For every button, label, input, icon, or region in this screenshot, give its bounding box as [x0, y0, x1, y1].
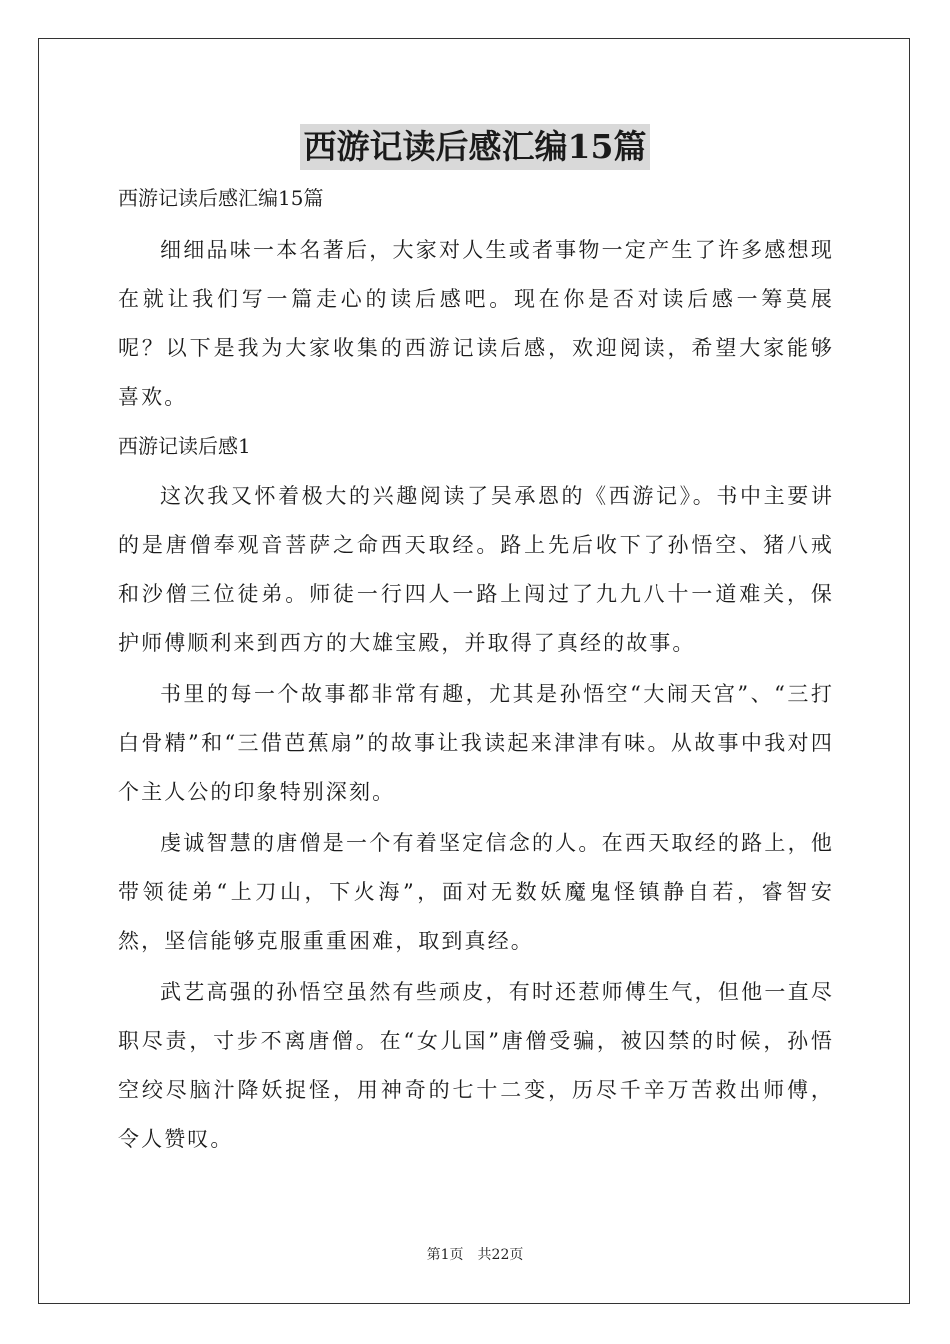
- section-heading: 西游记读后感1: [118, 434, 251, 458]
- document-title: 西游记读后感汇编15篇: [300, 124, 651, 170]
- document-subtitle: 西游记读后感汇编15篇: [118, 186, 324, 210]
- document-body: [118, 178, 834, 1166]
- body-paragraph-2: 书里的每一个故事都非常有趣，尤其是孙悟空“大闹天宫”、“三打白骨精”和“三借芭蕉扇”的故事让我读起来津津有味。从故事中我对四个主人公的印象特别深刻。: [118, 682, 834, 804]
- page-number-total: 共22页: [477, 1247, 524, 1263]
- body-paragraph-3: 虔诚智慧的唐僧是一个有着坚定信念的人。在西天取经的路上，他带领徒弟“上刀山，下火海”，面对无数妖魔鬼怪镇静自若，睿智安然，坚信能够克服重重困难，取到真经。: [118, 831, 834, 953]
- title-container: [0, 124, 950, 170]
- page-footer: [0, 1244, 950, 1264]
- body-paragraph-1: 这次我又怀着极大的兴趣阅读了吴承恩的《西游记》。书中主要讲的是唐僧奉观音菩萨之命西天取经。路上先后收下了孙悟空、猪八戒和沙僧三位徒弟。师徒一行四人一路上闯过了九九八十一道难关，保护师傅顺利来到西方的大雄宝殿，并取得了真经的故事。: [118, 484, 834, 655]
- page-number-current: 第1页: [426, 1247, 464, 1263]
- intro-paragraph: 细细品味一本名著后，大家对人生或者事物一定产生了许多感想现在就让我们写一篇走心的读后感吧。现在你是否对读后感一筹莫展呢？以下是我为大家收集的西游记读后感，欢迎阅读，希望大家能够喜欢。: [118, 238, 834, 409]
- body-paragraph-4: 武艺高强的孙悟空虽然有些顽皮，有时还惹师傅生气，但他一直尽职尽责，寸步不离唐僧。在“女儿国”唐僧受骗，被囚禁的时候，孙悟空绞尽脑汁降妖捉怪，用神奇的七十二变，历尽千辛万苦救出师傅，令人赞叹。: [118, 980, 834, 1151]
